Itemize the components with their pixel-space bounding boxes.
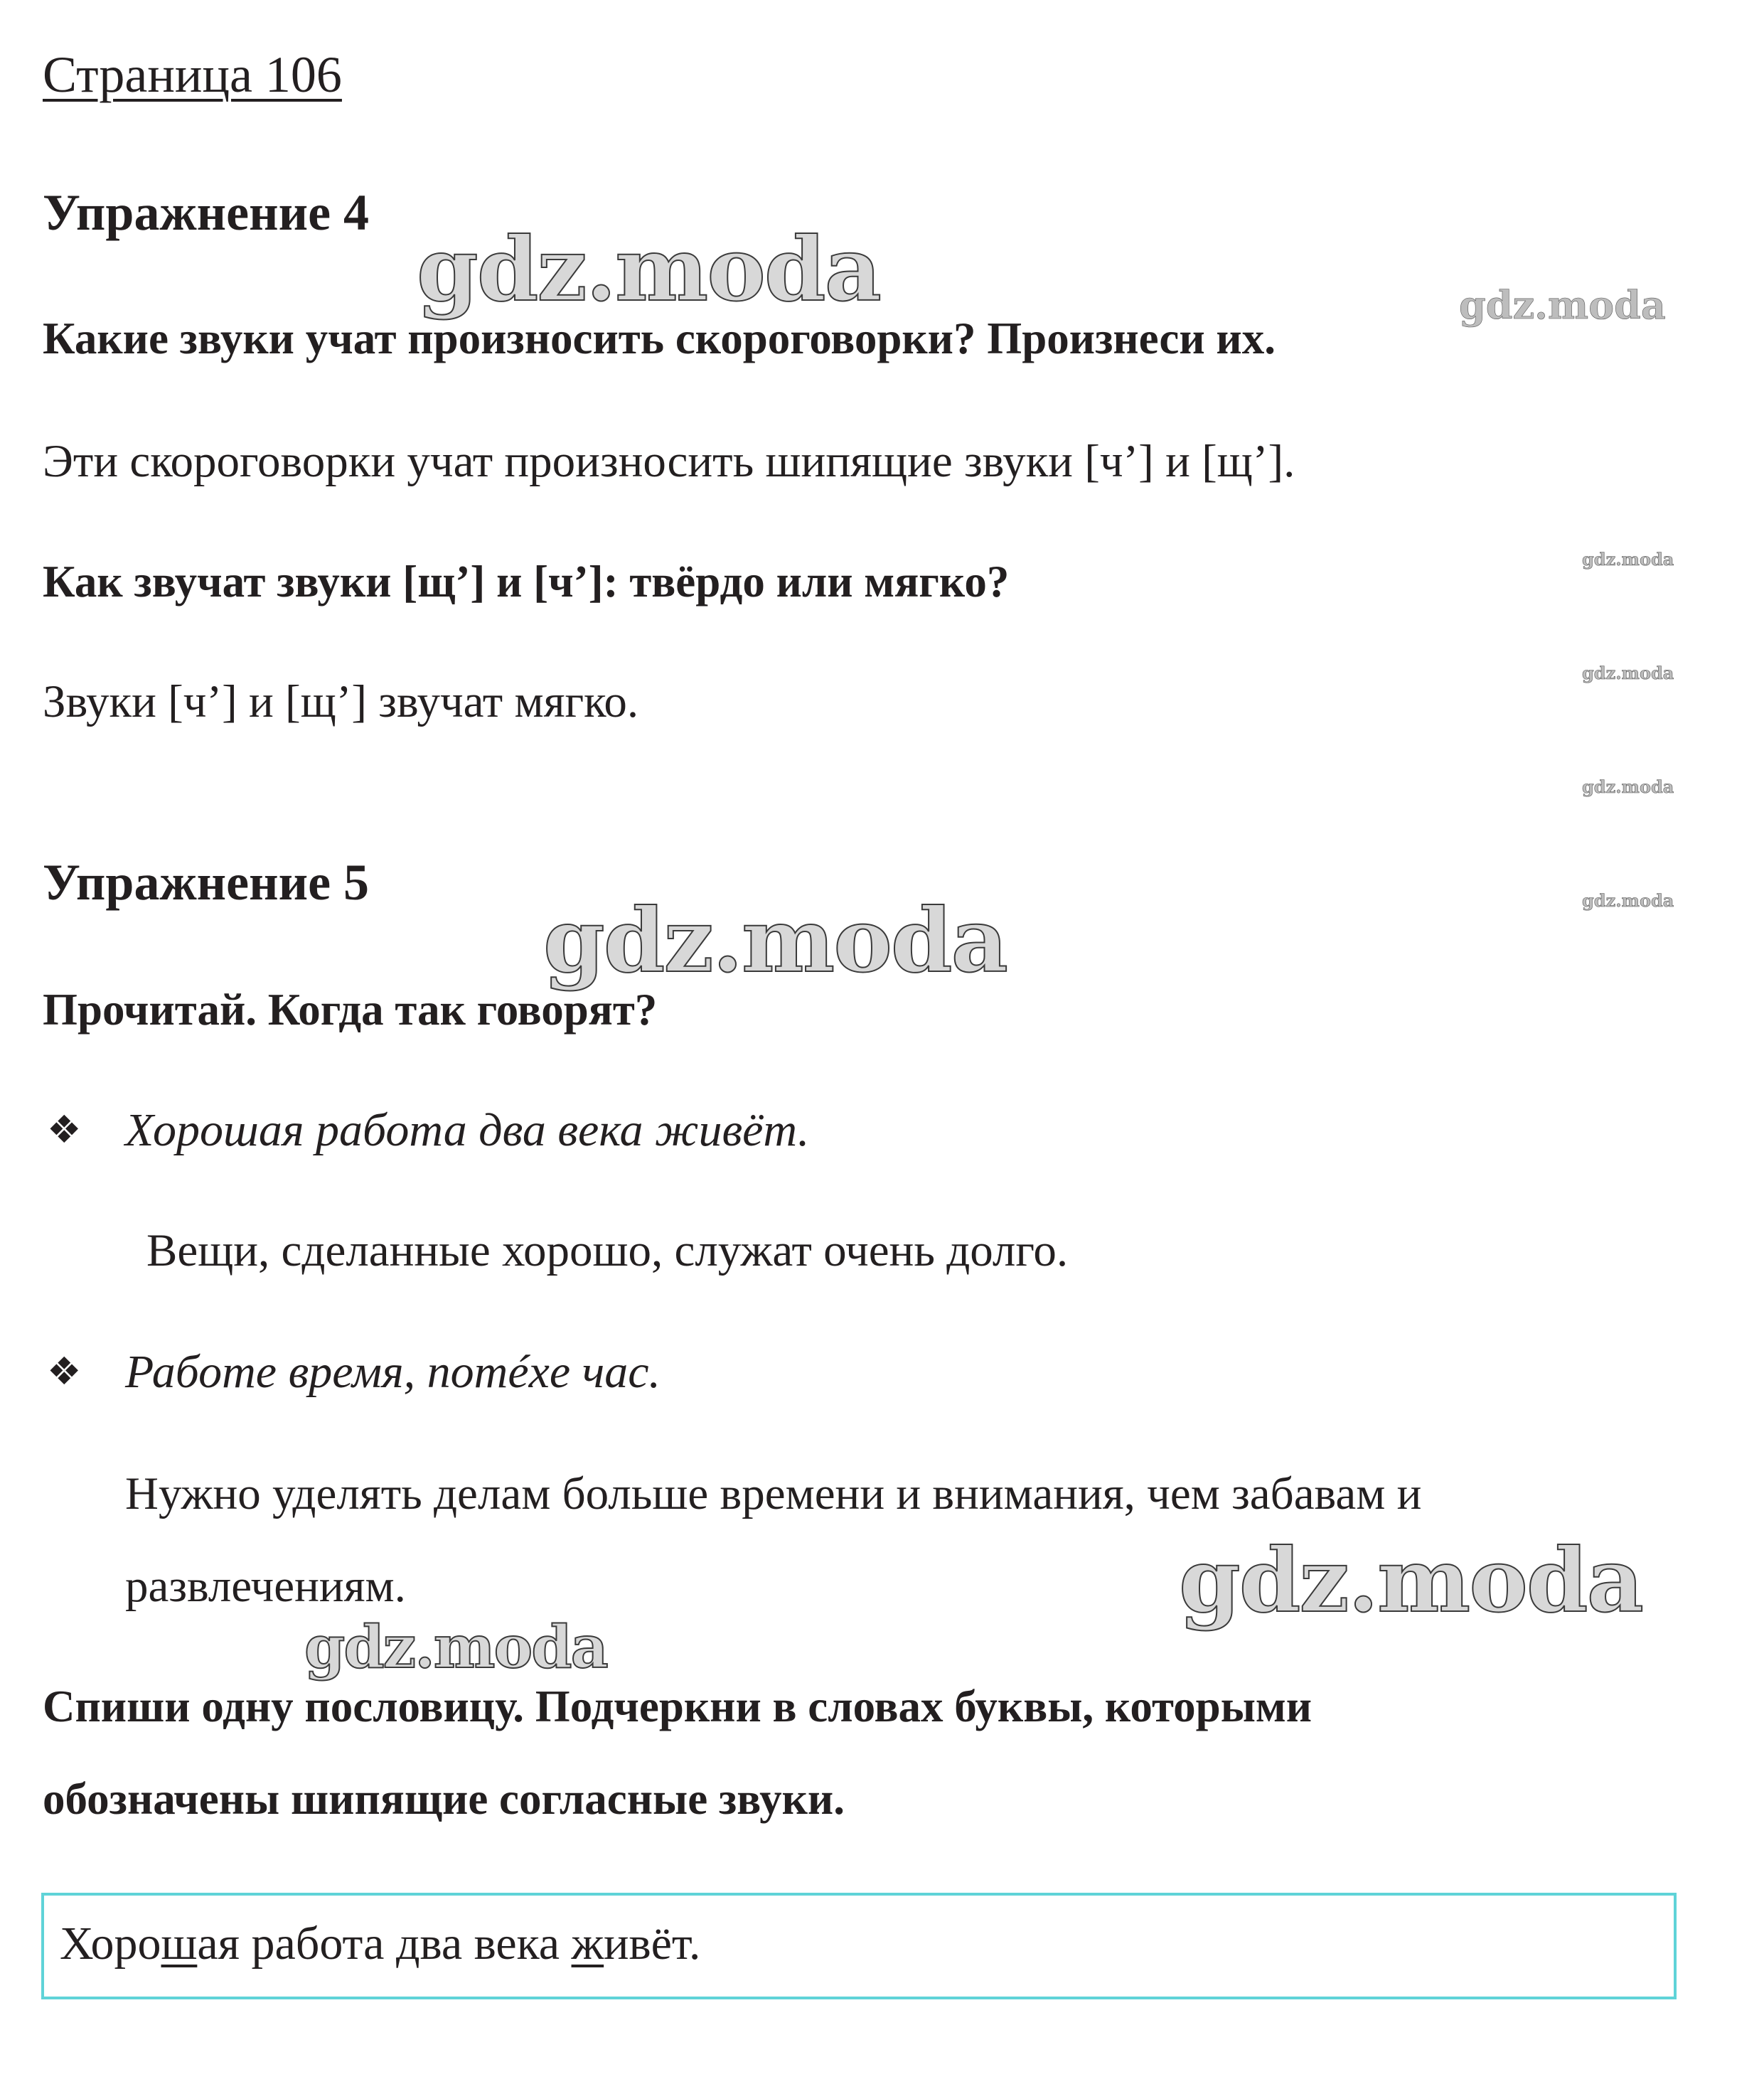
exercise-4-answer-1: Эти скороговорки учат произносить шипящие звуки [ч’] и [щ’]. [43, 436, 1295, 487]
answer-text-part: ивёт. [604, 1918, 701, 1970]
bullet-icon: ❖ [47, 1349, 82, 1394]
watermark-logo: gdz.moda [1582, 663, 1674, 683]
underlined-letter: ш [161, 1918, 198, 1970]
proverb-1-explanation: Вещи, сделанные хорошо, служат очень долго. [146, 1225, 1069, 1276]
watermark-logo: gdz.moda [417, 218, 880, 321]
exercise-5-task-line-1: Спиши одну пословицу. Подчеркни в словах буквы, которыми [43, 1682, 1313, 1731]
answer-text-part: ая работа два века [197, 1918, 572, 1970]
exercise-5-heading: Упражнение 5 [43, 854, 370, 911]
watermark-logo: gdz.moda [1582, 890, 1674, 911]
answer-text-part: Хоро [60, 1918, 161, 1970]
watermark-logo: gdz.moda [543, 889, 1007, 993]
bullet-icon: ❖ [47, 1107, 82, 1152]
watermark-logo: gdz.moda [1459, 282, 1666, 328]
proverb-1: Хорошая работа два века живёт. [125, 1104, 810, 1156]
exercise-4-answer-2: Звуки [ч’] и [щ’] звучат мягко. [43, 676, 639, 727]
exercise-4-question-2: Как звучат звуки [щ’] и [ч’]: твёрдо или мягко? [43, 557, 1010, 607]
watermark-logo: gdz.moda [1582, 776, 1674, 797]
proverb-2-explanation-line-1: Нужно уделять делам больше времени и внимания, чем забавам и [125, 1468, 1422, 1519]
exercise-5-task-line-2: обозначены шипящие согласные звуки. [43, 1774, 845, 1824]
watermark-logo: gdz.moda [1582, 549, 1674, 570]
page-title: Страница 106 [43, 46, 342, 103]
exercise-4-heading: Упражнение 4 [43, 184, 370, 241]
underlined-letter: ж [571, 1918, 604, 1970]
watermark-logo: gdz.moda [304, 1613, 607, 1682]
exercise-5-question: Прочитай. Когда так говорят? [43, 985, 658, 1035]
answer-box [41, 1893, 1677, 1999]
answer-box-text [60, 1917, 700, 1971]
watermark-logo: gdz.moda [1179, 1529, 1642, 1633]
proverb-2: Работе время, потéхе час. [125, 1346, 661, 1398]
exercise-4-question-1: Какие звуки учат произносить скороговорки? Произнеси их. [43, 314, 1276, 363]
proverb-2-explanation-line-2: развлечениям. [125, 1561, 406, 1612]
